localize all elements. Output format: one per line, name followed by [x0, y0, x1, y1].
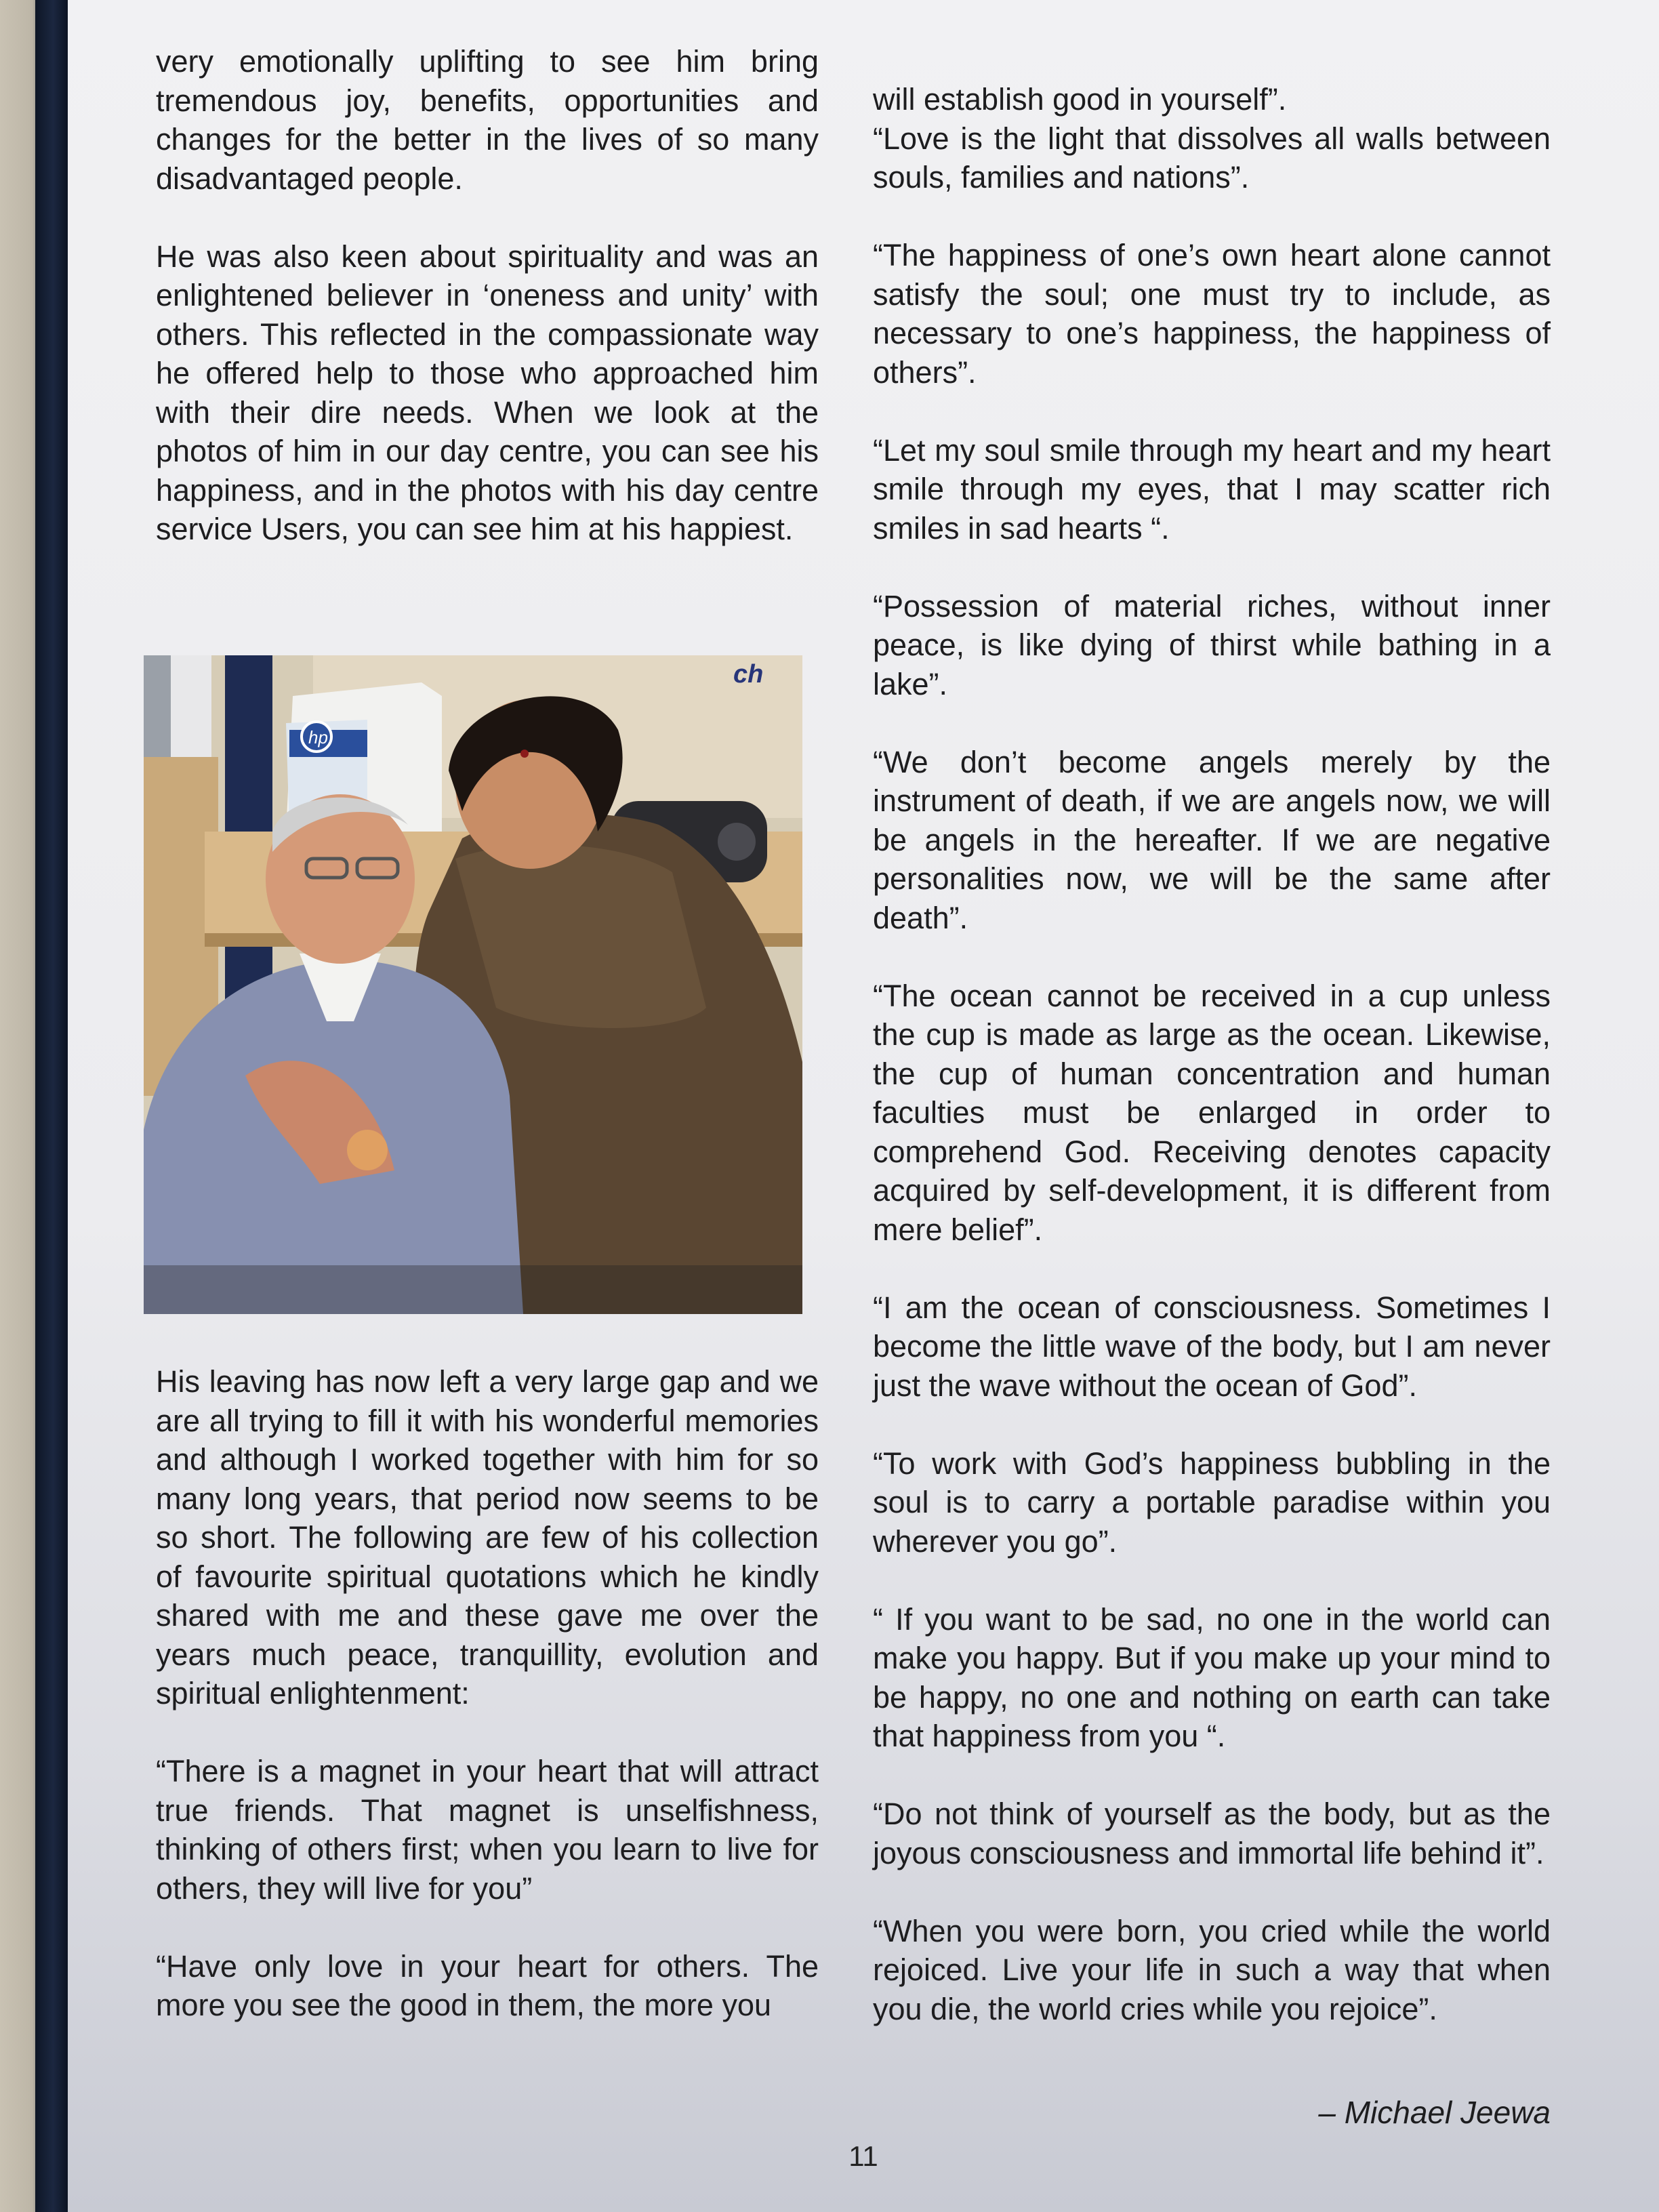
paragraph: very emotionally uplifting to see him bring tremendous joy, benefits, opportunities and changes for the better in the lives of so many disadvantaged people.: [156, 44, 819, 196]
quote: “The happiness of one’s own heart alone cannot satisfy the soul; one must try to include, as necessary to one’s happiness, the happiness of others”.: [873, 238, 1551, 390]
quote: “ If you want to be sad, no one in the world can make you happy. But if you make up your mind to be happy, no one and nothing on earth can take that happiness from you “.: [873, 1601, 1551, 1753]
left-bottom-text: [156, 1362, 819, 2025]
binder-spine: [35, 0, 68, 2212]
left-top-text: [156, 42, 819, 549]
quote: “To work with God’s happiness bubbling in the soul is to carry a portable paradise within you wherever you go”.: [873, 1446, 1551, 1559]
quote: “Possession of material riches, without inner peace, is like dying of thirst while bathing in a lake”.: [873, 588, 1551, 701]
right-quotes: [873, 80, 1551, 2028]
paragraph: His leaving has now left a very large gap and we are all trying to fill it with his wonderful memories and although I worked together with him for so many long years, that period now seems to be so short. The following are few of his collection of favourite spiritual quotations which he kindly shared with me and these gave me over the years much peace, tranquillity, evolution and spiritual enlightenment:: [156, 1364, 819, 1711]
paragraph: He was also keen about spirituality and was an enlightened believer in ‘oneness and unity’ with others. This reflected in the compassionate way he offered help to those who approached him with their dire needs. When we look at the photos of him in our day centre, you can see his happiness, and in the photos with his day centre service Users, you can see him at his happiest.: [156, 239, 819, 546]
page-number: 11: [848, 2140, 878, 2172]
quote: “The ocean cannot be received in a cup unless the cup is made as large as the ocean. Likewise, the cup of human concentration and human faculties must be enlarged in order to comprehend God. Receiving denotes capacity acquired by self-development, it is different from mere belief”.: [873, 978, 1551, 1247]
magazine-page: [68, 0, 1659, 2212]
quote: “Have only love in your heart for others. The more you see the good in them, the more you: [156, 1948, 819, 2022]
quote: “Do not think of yourself as the body, but as the joyous consciousness and immortal life behind it”.: [873, 1797, 1551, 1870]
quote: “When you were born, you cried while the world rejoiced. Live your life in such a way that when you die, the world cries while you rejoice”.: [873, 1913, 1551, 2026]
quote: “Let my soul smile through my heart and my heart smile through my eyes, that I may scatter rich smiles in sad hearts “.: [873, 432, 1551, 546]
quote: “We don’t become angels merely by the instrument of death, if we are angels now, we will be angels in the hereafter. If we are negative personalities now, we will be the same after death”.: [873, 744, 1551, 935]
photo-illustration: [144, 655, 802, 1314]
printer-box-brand: hp: [308, 727, 328, 747]
photo-two-people: [144, 655, 802, 1314]
quote: “I am the ocean of consciousness. Sometimes I become the little wave of the body, but I am never just the wave without the ocean of God”.: [873, 1290, 1551, 1403]
author-signature: – Michael Jeewa: [1318, 2095, 1551, 2130]
quote: “There is a magnet in your heart that will attract true friends. That magnet is unselfishness, thinking of others first; when you learn to live for others, they will live for you”: [156, 1754, 819, 1906]
wall-poster-text: ch: [733, 660, 764, 689]
quote: will establish good in yourself”. “Love is the light that dissolves all walls between souls, families and nations”.: [873, 82, 1551, 194]
